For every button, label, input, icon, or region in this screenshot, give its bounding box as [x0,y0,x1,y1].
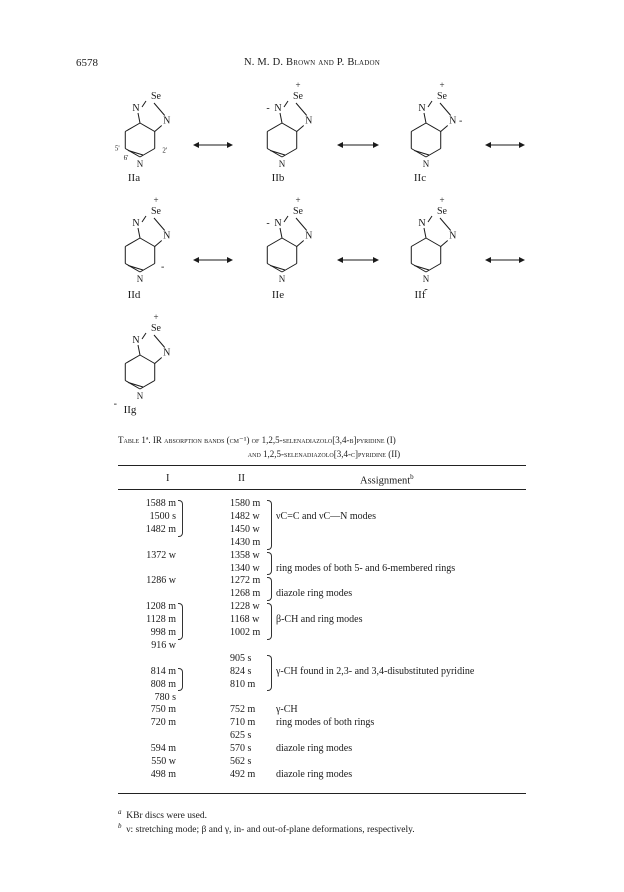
table-caption [118,433,530,461]
table-cell-i: 550 w [151,756,176,767]
table-cell-ii: 625 s [230,730,252,742]
table-caption-line-1: Table 1ª. IR absorption bands (cm⁻¹) of 1,2,5-selenadiazolo[3,4-b]pyridine (I) [118,435,396,445]
table-cell-ii: 1268 m [230,588,261,600]
table-cell-assignment: γ-CH [276,704,298,716]
selenium-atom: Se [151,323,161,334]
table-cell-i: 1482 m [145,523,176,535]
table-header-rule [118,489,526,490]
negative-charge-sign: - [113,398,117,410]
position-label-5: 5' [114,144,120,153]
nitrogen-atom: N [132,218,140,229]
table-caption-line-2: and 1,2,5-selenadiazolo[3,4-c]pyridine (II) [247,449,401,459]
structure-label-iie: IIe [271,289,285,301]
selenium-atom: Se [151,91,161,102]
footnote-a [118,808,207,821]
nitrogen-atom: N [163,115,171,127]
position-label-6: 6' [123,154,129,162]
brace-ii-5 [267,655,272,692]
structure-label-iia: IIa [127,172,141,184]
footnote-b-mark: b [118,822,122,830]
table-cell-i: 1372 w [146,549,176,561]
positive-charge-sign: + [439,80,445,90]
table-cell-ii: 1340 w [230,562,260,574]
structure-label-iif: IIf [414,289,426,301]
brace-ii-2 [267,552,272,576]
table-cell-i: 1500 s [149,510,176,522]
table-cell-i: 808 m [150,678,176,690]
nitrogen-atom: N [449,230,457,242]
table-top-rule [118,465,526,466]
table-cell-assignment: νC=C and νC—N modes [276,510,376,522]
table-cell-ii: 824 s [230,665,252,677]
nitrogen-atom: N [274,103,282,114]
positive-charge-sign: + [153,195,159,205]
selenium-atom: Se [293,91,303,102]
table-cell-ii: 1358 w [230,549,260,561]
ring-nitrogen-atom: N [136,391,144,401]
table-cell-ii: 1168 w [230,614,260,626]
selenium-atom: Se [293,206,303,217]
brace-ii-3 [267,577,272,601]
brace-i-2 [178,603,183,640]
negative-charge-sign: - [161,261,165,273]
table-cell-ii: 1228 w [230,601,260,613]
footnote-b [118,822,415,835]
column-header-ii: II [238,473,245,484]
table-cell-i: 594 m [150,743,176,755]
positive-charge-sign: + [153,312,159,322]
ring-nitrogen-atom: N [278,159,286,169]
position-label-2: 2' [162,146,168,155]
table-cell-assignment: β-CH and ring modes [276,614,363,626]
nitrogen-atom: N [274,218,282,229]
selenium-atom: Se [437,91,447,102]
table-cell-ii: 1272 m [230,575,261,587]
table-cell-i: 780 s [154,691,176,703]
positive-charge-sign: + [439,195,445,205]
assignment-header-footnote-mark: b [410,473,414,481]
table-cell-ii: 1482 w [230,510,260,522]
table-cell-i: 916 w [151,639,176,651]
assignment-header-label: Assignment [360,475,411,487]
ring-nitrogen-atom: N [136,274,144,284]
table-cell-assignment: γ-CH found in 2,3- and 3,4-disubstituted pyridine [276,665,475,677]
footnote-b-text: ν: stretching mode; β and γ, in- and out-of-plane deformations, respectively. [126,825,415,836]
table-cell-ii: 1002 m [230,627,261,638]
page-number: 6578 [76,57,98,69]
table-cell-ii: 570 s [230,743,252,755]
table-cell-i: 1128 m [146,614,176,626]
ring-nitrogen-atom: N [422,159,430,169]
brace-ii-1 [267,500,272,550]
table-cell-ii: 1450 w [230,523,260,535]
table-cell-assignment: diazole ring modes [276,768,353,780]
table-cell-ii: 1580 m [230,498,261,509]
table-cell-assignment: diazole ring modes [276,588,353,600]
column-header-assignment [360,473,414,487]
table-cell-i: 1208 m [145,601,176,613]
table-cell-i: 814 m [150,665,176,677]
structure-label-iib: IIb [271,172,285,184]
nitrogen-atom: N [305,115,313,127]
structure-label-iic: IIc [413,172,427,184]
footnote-a-mark: a [118,808,122,816]
structure-label-iid: IId [127,289,141,301]
negative-charge-sign: - [266,103,270,114]
table-cell-ii: 492 m [230,768,256,780]
nitrogen-atom: N [449,115,457,127]
resonance-structures-figure [0,0,624,420]
table-cell-i: 498 m [150,768,176,780]
nitrogen-atom: N [132,335,140,346]
table-cell-ii: 752 m [230,704,256,716]
table-cell-i: 750 m [150,704,176,716]
nitrogen-atom: N [305,230,313,242]
nitrogen-atom: N [418,103,426,114]
table-cell-ii: 562 s [230,756,252,767]
nitrogen-atom: N [418,218,426,229]
table-cell-ii: 905 s [230,652,252,664]
table-cell-i: 1588 m [145,498,176,509]
nitrogen-atom: N [132,103,140,114]
ring-nitrogen-atom: N [136,159,144,169]
brace-i-1 [178,500,183,537]
negative-charge-sign: - [459,115,463,127]
table-cell-assignment: diazole ring modes [276,743,353,755]
negative-charge-sign: - [266,218,270,229]
table-cell-assignment: ring modes of both rings [276,717,375,729]
footnote-a-text: KBr discs were used. [126,811,207,822]
brace-ii-4 [267,603,272,640]
table-cell-i: 720 m [150,717,176,729]
selenium-atom: Se [151,206,161,217]
selenium-atom: Se [437,206,447,217]
table-cell-ii: 1430 m [230,536,261,548]
brace-i-3 [178,668,183,692]
nitrogen-atom: N [163,230,171,242]
table-cell-ii: 710 m [230,717,256,729]
ring-nitrogen-atom: N [278,274,286,284]
table-cell-assignment: ring modes of both 5- and 6-membered rings [276,562,456,574]
nitrogen-atom: N [163,347,171,359]
table-cell-i: 998 m [150,627,176,638]
ring-nitrogen-atom: N [422,274,430,284]
table-cell-i: 1286 w [146,575,176,587]
running-head: N. M. D. Brown and P. Bladon [243,57,381,68]
positive-charge-sign: + [295,80,301,90]
negative-charge-sign: - [424,284,428,295]
positive-charge-sign: + [295,195,301,205]
table-bottom-rule [118,793,526,794]
column-header-i: I [166,473,170,484]
table-cell-ii: 810 m [230,678,256,690]
structure-label-iig: IIg [123,404,137,416]
